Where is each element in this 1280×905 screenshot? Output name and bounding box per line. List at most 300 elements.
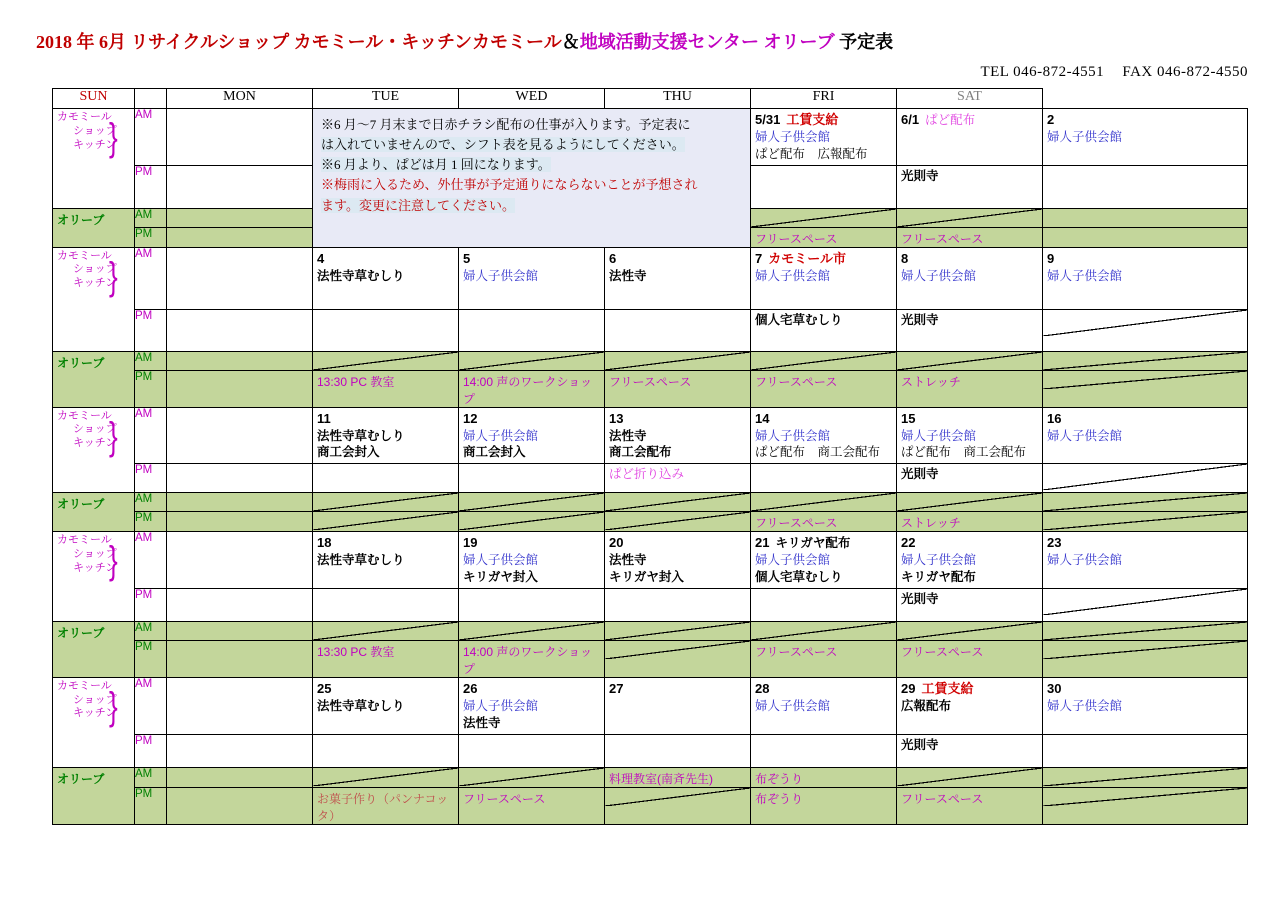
day-number: 28 <box>755 680 770 696</box>
day-cell-fri <box>897 309 1043 351</box>
day-cell-content <box>167 589 312 593</box>
olive-cell <box>313 370 459 407</box>
event-text: 法性寺 <box>609 553 647 568</box>
olive-label: オリーブ <box>57 355 105 370</box>
note-line-text: ※梅雨に入るため、外仕事が予定通りにならないことが予想され <box>321 177 698 193</box>
olive-cell <box>459 493 605 512</box>
day-cell-thu <box>751 588 897 621</box>
day-cell-content <box>167 310 312 314</box>
kamomile-label-line1: カモミール <box>57 111 112 123</box>
ampm-label-pm: PM <box>135 165 167 208</box>
day-cell-content <box>313 532 458 571</box>
olive-event-text: お菓子作り（パンナコッタ） <box>317 791 449 823</box>
day-cell-thu <box>751 309 897 351</box>
kamomile-pm-row <box>53 588 1248 621</box>
olive-cell <box>459 640 605 677</box>
olive-cell <box>459 787 605 824</box>
column-header-thu: THU <box>605 89 751 109</box>
event-text: 法性寺草むしり <box>317 698 405 713</box>
olive-event-text: 13:30 PC 教室 <box>317 644 395 659</box>
olive-cell <box>751 640 897 677</box>
olive-cell <box>897 787 1043 824</box>
brace-icon: } <box>109 114 118 160</box>
olive-cell <box>1043 512 1248 532</box>
event-text: 婦人子供会館 <box>755 268 831 283</box>
event-text: 法性寺 <box>463 715 501 730</box>
kamomile-label-line3: キッチン <box>73 138 117 151</box>
kamomile-label <box>53 678 134 729</box>
day-cell-mon <box>313 734 459 767</box>
kamomile-label-cell <box>53 407 135 493</box>
olive-cell <box>313 351 459 370</box>
event-part: ぱど配布 <box>755 445 806 460</box>
diagonal-strike <box>313 622 458 640</box>
olive-cell <box>167 787 313 824</box>
note-line-1 <box>321 115 742 135</box>
kamomile-label-line1: カモミール <box>57 409 112 422</box>
day-cell-content <box>459 735 604 739</box>
event-text: 法性寺草むしり <box>317 268 405 283</box>
day-cell-mon <box>313 532 459 589</box>
olive-event-text: フリースペース <box>901 231 984 246</box>
kamomile-am-row <box>53 677 1248 734</box>
olive-cell <box>167 208 313 227</box>
day-number: 4 <box>317 250 325 266</box>
kamomile-am-row <box>53 247 1248 309</box>
kamomile-label-line1: カモミール <box>57 679 112 692</box>
day-cell-sat <box>1043 309 1248 351</box>
day-cell-wed <box>605 532 751 589</box>
kamomile-label-line2: ショップ <box>73 693 117 706</box>
day-cell-content <box>167 109 312 113</box>
olive-cell <box>1043 640 1248 677</box>
event-text <box>755 444 893 461</box>
day-number: 20 <box>609 535 624 551</box>
olive-cell <box>897 208 1043 227</box>
kamomile-label <box>53 532 134 583</box>
day-number: 25 <box>317 680 332 696</box>
olive-cell <box>459 370 605 407</box>
olive-event-text: 料理教室(南斉先生) <box>609 771 713 786</box>
event-text: 商工会封入 <box>463 445 526 460</box>
day-cell-content <box>897 166 1042 187</box>
olive-event-text: 14:00 声のワークショップ <box>463 644 593 676</box>
day-cell-sat <box>1043 588 1248 621</box>
event-part: 商工会配布 <box>805 445 881 460</box>
title-suffix: 予定表 <box>839 32 894 52</box>
diagonal-strike <box>897 493 1042 511</box>
olive-am-row <box>53 351 1248 370</box>
brace-icon: } <box>109 253 118 299</box>
day-number: 9 <box>1047 250 1055 266</box>
olive-event-text <box>167 228 312 230</box>
diagonal-strike <box>1043 768 1247 786</box>
day-cell-sun <box>167 247 313 309</box>
olive-cell <box>605 621 751 640</box>
ampm-label-am: AM <box>135 677 167 734</box>
ampm-label-pm: PM <box>135 640 167 677</box>
olive-cell <box>1043 787 1248 824</box>
day-cell-content <box>751 589 896 593</box>
ampm-label-pm: PM <box>135 787 167 824</box>
olive-label: オリーブ <box>57 771 105 786</box>
day-cell-tue <box>459 588 605 621</box>
day-cell-sat <box>1043 165 1248 208</box>
event-text: 光則寺 <box>901 168 939 183</box>
olive-label-cell <box>53 351 135 407</box>
event-text: 婦人子供会館 <box>755 129 831 144</box>
day-number: 15 <box>901 410 916 426</box>
day-cell-thu <box>751 464 897 493</box>
olive-cell <box>1043 493 1248 512</box>
olive-pm-row <box>53 640 1248 677</box>
day-cell-thu <box>751 532 897 589</box>
day-cell-sun <box>167 464 313 493</box>
event-text: 個人宅草むしり <box>755 570 843 584</box>
ampm-label-pm: PM <box>135 512 167 532</box>
event-part: ぱど配布 <box>755 146 806 161</box>
day-number: 6 <box>609 250 617 266</box>
olive-cell <box>1043 227 1248 247</box>
day-cell-content <box>1043 248 1247 287</box>
diagonal-strike <box>1043 371 1247 389</box>
day-cell-thu <box>751 109 897 166</box>
day-cell-wed <box>605 407 751 464</box>
day-cell-content <box>751 248 896 287</box>
title-year: 2018 年 6月 <box>36 32 126 52</box>
day-cell-fri <box>897 109 1043 166</box>
event-text: 広報配布 <box>901 698 952 713</box>
note-block <box>313 109 751 248</box>
olive-cell <box>167 640 313 677</box>
day-number: 8 <box>901 250 909 266</box>
day-cell-content <box>605 532 750 588</box>
ampm-label-am: AM <box>135 532 167 589</box>
day-cell-content <box>167 532 312 536</box>
day-cell-content <box>313 589 458 593</box>
day-cell-content <box>1043 678 1247 717</box>
olive-event-text <box>167 622 312 624</box>
diagonal-strike <box>605 788 750 806</box>
olive-cell <box>605 640 751 677</box>
day-cell-fri <box>897 407 1043 464</box>
column-header-sun: SUN <box>53 89 135 109</box>
olive-cell <box>897 493 1043 512</box>
day-badge: ぱど配布 <box>925 113 976 127</box>
diagonal-strike <box>751 622 896 640</box>
day-number: 2 <box>1047 112 1055 127</box>
day-cell-tue <box>459 464 605 493</box>
diagonal-strike <box>751 209 896 227</box>
event-text: 商工会配布 <box>609 445 672 460</box>
day-number: 26 <box>463 680 478 696</box>
day-cell-wed <box>605 247 751 309</box>
page-title <box>36 28 893 54</box>
day-cell-content <box>605 248 750 287</box>
event-text: ぱど折り込み <box>609 467 685 482</box>
olive-cell <box>751 621 897 640</box>
day-cell-thu <box>751 407 897 464</box>
day-cell-content <box>897 310 1042 331</box>
brace-icon: } <box>109 413 118 459</box>
day-cell-tue <box>459 734 605 767</box>
day-number: 18 <box>317 535 332 551</box>
kamomile-label-line2: ショップ <box>73 423 117 436</box>
kamomile-label <box>53 248 134 299</box>
day-cell-content <box>459 248 604 287</box>
olive-cell <box>459 767 605 787</box>
tel-label: TEL 046-872-4551 <box>980 64 1105 80</box>
kamomile-pm-row <box>53 464 1248 493</box>
day-cell-content <box>459 464 604 468</box>
day-cell-mon <box>313 247 459 309</box>
day-cell-wed <box>605 464 751 493</box>
olive-event-text: ストレッチ <box>901 516 961 531</box>
olive-cell <box>751 767 897 787</box>
day-cell-content <box>1043 408 1247 447</box>
olive-cell <box>167 370 313 407</box>
day-number: 5/31 <box>755 112 781 127</box>
olive-cell <box>897 512 1043 532</box>
olive-event-text: フリースペース <box>901 644 984 659</box>
day-cell-fri <box>897 464 1043 493</box>
diagonal-strike <box>1043 512 1247 530</box>
olive-cell <box>459 351 605 370</box>
olive-pm-row <box>53 370 1248 407</box>
kamomile-label-cell <box>53 532 135 622</box>
event-text: 婦人子供会館 <box>1047 129 1123 144</box>
event-text: 婦人子供会館 <box>463 698 539 713</box>
day-cell-content <box>897 532 1042 588</box>
diagonal-strike <box>1043 641 1247 659</box>
event-text: 法性寺 <box>609 428 647 443</box>
event-text: 光則寺 <box>901 467 939 482</box>
day-cell-wed <box>605 588 751 621</box>
olive-cell <box>751 208 897 227</box>
olive-event-text: ストレッチ <box>901 374 961 389</box>
table-header-row <box>53 89 1248 109</box>
day-cell-content <box>1043 532 1247 571</box>
column-header-tue: TUE <box>313 89 459 109</box>
day-cell-content <box>313 735 458 739</box>
kamomile-am-row <box>53 109 1248 166</box>
event-text: 婦人子供会館 <box>901 268 977 283</box>
day-badge: 工賃支給 <box>921 680 974 696</box>
day-cell-content <box>751 109 896 165</box>
olive-cell <box>605 493 751 512</box>
event-text: 個人宅草むしり <box>755 312 843 327</box>
day-number: 19 <box>463 535 478 551</box>
event-text: キリガヤ配布 <box>901 570 976 584</box>
olive-cell <box>751 227 897 247</box>
olive-cell <box>751 493 897 512</box>
olive-event-text <box>167 641 312 643</box>
day-number: 22 <box>901 535 916 551</box>
event-part: ぱど配布 <box>901 445 952 460</box>
olive-cell <box>313 493 459 512</box>
day-number: 13 <box>609 410 624 426</box>
event-text: 婦人子供会館 <box>901 428 977 443</box>
event-text: 光則寺 <box>901 737 939 752</box>
diagonal-strike <box>313 768 458 786</box>
day-cell-fri <box>897 734 1043 767</box>
olive-cell <box>897 767 1043 787</box>
note-line-4 <box>321 175 742 195</box>
day-cell-mon <box>313 464 459 493</box>
day-cell-content <box>1043 109 1247 148</box>
olive-cell <box>167 493 313 512</box>
olive-cell <box>897 351 1043 370</box>
note-line-3 <box>321 155 742 175</box>
diagonal-strike <box>313 512 458 530</box>
day-cell-content <box>605 408 750 464</box>
day-cell-sun <box>167 532 313 589</box>
event-text <box>901 444 1039 461</box>
day-badge: 工賃支給 <box>786 112 839 127</box>
olive-am-row <box>53 621 1248 640</box>
note-line-text: は入れていませんので、シフト表を見るようにしてください。 <box>321 137 685 153</box>
olive-event-text: フリースペース <box>901 791 984 806</box>
day-cell-content <box>751 532 896 588</box>
day-cell-content <box>897 678 1042 717</box>
diagonal-strike <box>459 622 604 640</box>
kamomile-label-line2: ショップ <box>73 263 117 276</box>
kamomile-label <box>53 408 134 459</box>
event-text: 婦人子供会館 <box>1047 698 1123 713</box>
day-number: 14 <box>755 410 770 426</box>
day-cell-content <box>751 408 896 464</box>
day-cell-content <box>605 589 750 593</box>
note-line-5 <box>321 196 742 216</box>
note-text <box>313 109 750 220</box>
day-cell-thu <box>751 677 897 734</box>
event-text: 法性寺草むしり <box>317 428 405 443</box>
diagonal-strike <box>897 209 1042 227</box>
kamomile-label-line3: キッチン <box>73 277 117 290</box>
day-cell-sat <box>1043 532 1248 589</box>
event-text: 婦人子供会館 <box>463 268 539 283</box>
day-cell-tue <box>459 677 605 734</box>
day-number: 21 <box>755 535 770 551</box>
day-cell-sat <box>1043 247 1248 309</box>
column-header-wed: WED <box>459 89 605 109</box>
day-cell-wed <box>605 734 751 767</box>
day-cell-fri <box>897 677 1043 734</box>
olive-cell <box>313 621 459 640</box>
diagonal-strike <box>313 352 458 370</box>
kamomile-label-line3: キッチン <box>73 561 117 574</box>
olive-cell <box>897 370 1043 407</box>
kamomile-pm-row <box>53 309 1248 351</box>
day-cell-thu <box>751 247 897 309</box>
olive-event-text <box>167 493 312 495</box>
day-cell-mon <box>313 407 459 464</box>
diagonal-strike <box>1043 788 1247 806</box>
olive-cell <box>459 621 605 640</box>
day-cell-content <box>167 464 312 468</box>
event-text: 法性寺草むしり <box>317 553 405 568</box>
diagonal-strike <box>459 768 604 786</box>
olive-label: オリーブ <box>57 212 105 227</box>
kamomile-label-line1: カモミール <box>57 534 112 547</box>
diagonal-strike <box>605 352 750 370</box>
day-cell-sun <box>167 407 313 464</box>
day-cell-content <box>459 408 604 464</box>
olive-event-text: フリースペース <box>755 374 838 389</box>
diagonal-strike <box>897 352 1042 370</box>
olive-event-text: 13:30 PC 教室 <box>317 374 395 389</box>
olive-event-text: フリースペース <box>755 231 838 246</box>
contact-info <box>966 64 1248 81</box>
ampm-label-am: AM <box>135 767 167 787</box>
event-text: キリガヤ封入 <box>609 570 684 584</box>
title-shop: リサイクルショップ カモミール・キッチンカモミール <box>130 32 562 52</box>
day-cell-wed <box>605 677 751 734</box>
olive-cell <box>313 640 459 677</box>
olive-event-text: 14:00 声のワークショップ <box>463 374 593 406</box>
ampm-label-pm: PM <box>135 734 167 767</box>
day-number: 30 <box>1047 680 1062 696</box>
olive-cell <box>313 787 459 824</box>
day-cell-content <box>751 735 896 739</box>
olive-cell <box>1043 767 1248 787</box>
olive-event-text: フリースペース <box>463 791 546 806</box>
day-cell-content <box>605 678 750 700</box>
ampm-label-am: AM <box>135 351 167 370</box>
note-line-text: ※6 月～7 月末まで日赤チラシ配布の仕事が入ります。予定表に <box>321 117 691 132</box>
olive-cell <box>1043 208 1248 227</box>
olive-cell <box>751 512 897 532</box>
day-cell-content <box>605 310 750 314</box>
diagonal-strike <box>1043 589 1247 615</box>
day-cell-tue <box>459 532 605 589</box>
day-cell-content <box>313 248 458 287</box>
diagonal-strike <box>897 622 1042 640</box>
olive-event-text: 布ぞうり <box>755 771 804 786</box>
olive-event-text <box>167 352 312 354</box>
day-cell-sun <box>167 588 313 621</box>
day-cell-mon <box>313 309 459 351</box>
day-cell-thu <box>751 165 897 208</box>
title-amp: ＆ <box>561 32 580 52</box>
olive-cell <box>1043 621 1248 640</box>
diagonal-strike <box>1043 310 1247 336</box>
kamomile-label-line2: ショップ <box>73 124 117 137</box>
day-cell-content <box>1043 735 1247 739</box>
event-text: 婦人子供会館 <box>1047 268 1123 283</box>
olive-label-cell <box>53 621 135 677</box>
day-cell-sun <box>167 109 313 166</box>
day-cell-content <box>1043 166 1247 170</box>
event-text: 光則寺 <box>901 591 939 606</box>
kamomile-label-line3: キッチン <box>73 437 117 450</box>
olive-cell <box>897 227 1043 247</box>
kamomile-am-row <box>53 407 1248 464</box>
ampm-label-am: AM <box>135 493 167 512</box>
ampm-label-am: AM <box>135 109 167 166</box>
day-cell-content <box>897 248 1042 287</box>
day-cell-content <box>167 166 312 170</box>
kamomile-label-cell <box>53 677 135 767</box>
olive-event-text <box>1043 228 1247 230</box>
diagonal-strike <box>605 512 750 530</box>
ampm-label-pm: PM <box>135 370 167 407</box>
olive-am-row <box>53 767 1248 787</box>
event-text: 婦人子供会館 <box>1047 553 1123 568</box>
olive-cell <box>897 621 1043 640</box>
olive-am-row <box>53 493 1248 512</box>
event-text: 婦人子供会館 <box>755 698 831 713</box>
